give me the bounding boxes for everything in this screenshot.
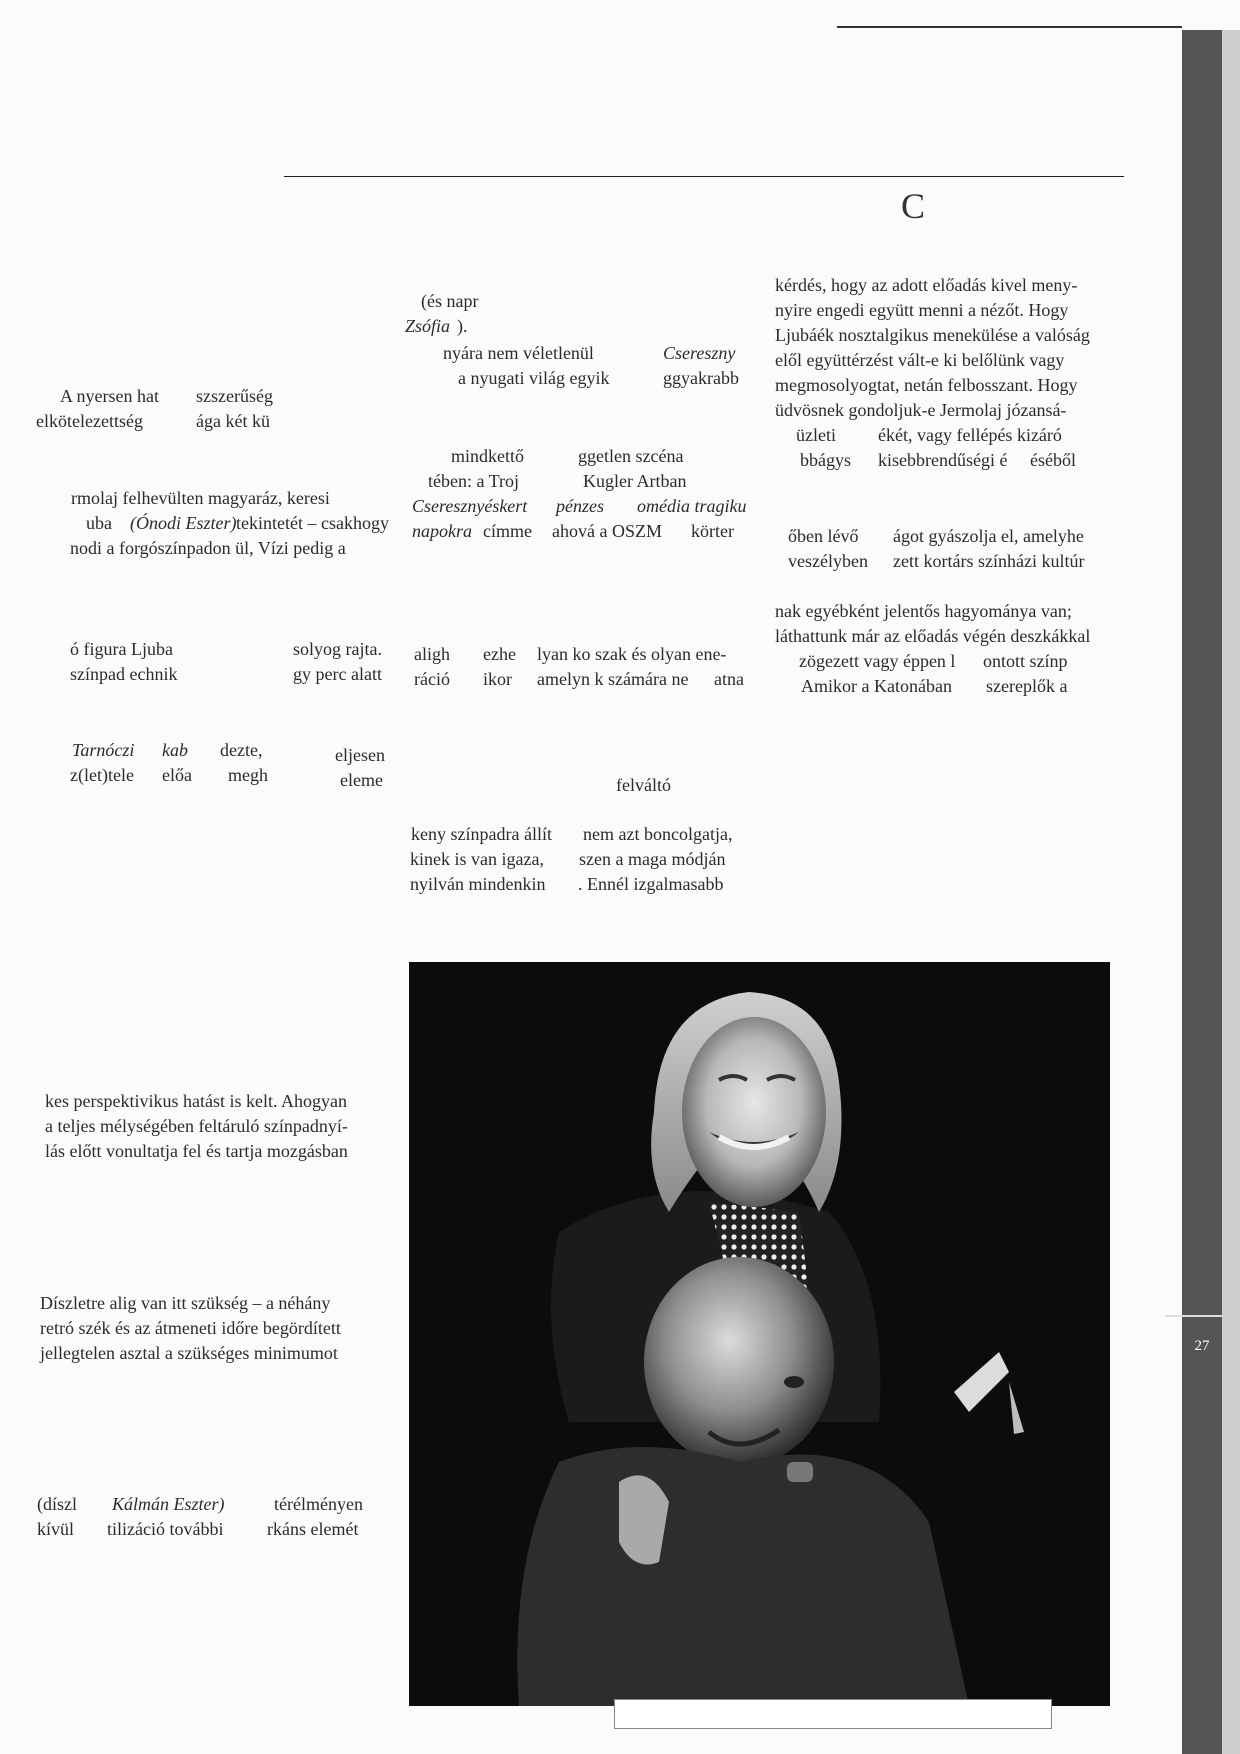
text-fragment: ezhe [483, 644, 516, 664]
text-fragment: a nyugati világ egyik [458, 368, 610, 388]
photo-caption-box [614, 1699, 1052, 1729]
text-fragment: tilizáció további [107, 1519, 224, 1539]
top-rule [837, 26, 1182, 28]
page-number: 27 [1194, 1338, 1210, 1354]
text-fragment: előa [162, 765, 192, 785]
text-fragment: ráció [414, 669, 450, 689]
text-fragment: felváltó [616, 775, 671, 795]
text-fragment: ). [457, 316, 468, 336]
text-fragment: Díszletre alig van itt szükség – a néhány [40, 1293, 331, 1313]
text-fragment: mindkettő [451, 446, 524, 466]
text-fragment: atna [714, 669, 744, 689]
text-fragment: tében: a Troj [428, 471, 520, 491]
text-fragment: Cseresznyéskert [412, 496, 528, 516]
text-fragment: ékét, vagy fellépés kizáró [878, 425, 1062, 445]
text-fragment: rkáns elemét [267, 1519, 359, 1539]
text-fragment: kes perspektivikus hatást is kelt. Ahogyan [45, 1091, 347, 1111]
text-fragment: ggetlen szcéna [578, 446, 684, 466]
text-fragment: retró szék és az átmeneti időre begördített [40, 1318, 341, 1338]
text-fragment: (és napr [421, 291, 479, 311]
header-rule [284, 176, 1124, 177]
text-fragment: címme [483, 521, 532, 541]
text-fragment: ontott színp [983, 651, 1068, 671]
text-fragment: tekintetét – csakhogy [236, 513, 389, 533]
text-fragment: aligh [414, 644, 450, 664]
text-fragment: gy perc alatt [293, 664, 382, 684]
initial-letter: C [901, 186, 926, 226]
text-fragment: napokra [412, 521, 472, 541]
text-fragment: szszerűség [196, 386, 273, 406]
text-fragment: . Ennél izgalmasabb [578, 874, 724, 894]
text-fragment: ikor [483, 669, 512, 689]
text-fragment: kisebbrendűségi é [878, 450, 1008, 470]
text-fragment: jellegtelen asztal a szükséges minimumot [40, 1343, 338, 1363]
text-fragment: kérdés, hogy az adott előadás kivel meny- [775, 275, 1078, 295]
text-fragment: lyan ko szak és olyan ene- [537, 644, 727, 664]
text-fragment: ggyakrabb [663, 368, 739, 388]
page-number-rule [1165, 1315, 1222, 1317]
text-fragment: zögezett vagy éppen l [799, 651, 956, 671]
text-fragment: Kugler Artban [583, 471, 687, 491]
text-fragment: térélményen [274, 1494, 363, 1514]
text-fragment: Kálmán Eszter) [112, 1494, 225, 1514]
text-fragment: éséből [1030, 450, 1076, 470]
text-fragment: nodi a forgószínpadon ül, Vízi pedig a [70, 538, 346, 558]
text-fragment: lás előtt vonultatja fel és tartja mozgásban [45, 1141, 348, 1161]
text-fragment: bbágys [800, 450, 851, 470]
text-fragment: nyilván mindenkin [410, 874, 546, 894]
text-fragment: kívül [37, 1519, 75, 1539]
text-fragment: (Ónodi Eszter) [130, 513, 237, 533]
text-fragment: zett kortárs színházi kultúr [893, 551, 1085, 571]
text-fragment: őben lévő [788, 526, 859, 546]
text-fragment: (díszl [37, 1494, 77, 1514]
text-fragment: ágot gyászolja el, amelyhe [893, 526, 1084, 546]
text-fragment: pénzes [556, 496, 604, 516]
text-fragment: Ljubáék nosztalgikus menekülése a valóság [775, 325, 1090, 345]
theatre-photo-icon [409, 962, 1110, 1706]
text-fragment: ága két kü [196, 411, 270, 431]
text-fragment: elől együttérzést vált-e ki belőlünk vagy [775, 350, 1065, 370]
text-fragment: Csereszny [663, 343, 736, 363]
text-fragment: eljesen [335, 745, 385, 765]
text-fragment: amelyn k számára ne [537, 669, 689, 689]
text-fragment: ahová a OSZM [552, 521, 662, 541]
text-fragment: z(let)tele [70, 765, 134, 785]
page-edge-strip [1222, 30, 1240, 1754]
text-fragment: kab [162, 740, 188, 760]
text-fragment: dezte, [220, 740, 263, 760]
text-fragment: nak egyébként jelentős hagyománya van; [775, 601, 1072, 621]
text-fragment: megh [228, 765, 268, 785]
text-fragment: szen a maga módján [579, 849, 726, 869]
text-fragment: szereplők a [986, 676, 1068, 696]
theatre-photo [409, 962, 1110, 1706]
text-fragment: Zsófia [405, 316, 451, 336]
text-fragment: elkötelezettség [36, 411, 143, 431]
text-fragment: keny színpadra állít [411, 824, 552, 844]
text-fragment: körter [691, 521, 734, 541]
text-fragment: nyára nem véletlenül [443, 343, 594, 363]
text-fragment: eleme [340, 770, 383, 790]
text-fragment: rmolaj felhevülten magyaráz, keresi [71, 488, 330, 508]
text-fragment: solyog rajta. [293, 639, 382, 659]
text-fragment: uba [86, 513, 112, 533]
text-fragment: megmosolyogtat, netán felbosszant. Hogy [775, 375, 1078, 395]
page-edge-band [1182, 30, 1222, 1754]
text-fragment: nem azt boncolgatja, [583, 824, 733, 844]
text-fragment: színpad echnik [70, 664, 178, 684]
text-fragment: üzleti [796, 425, 836, 445]
text-fragment: láthattunk már az előadás végén deszkákkal [775, 626, 1091, 646]
text-fragment: ó figura Ljuba [70, 639, 173, 659]
text-fragment: kinek is van igaza, [410, 849, 544, 869]
text-fragment: omédia tragiku [637, 496, 747, 516]
text-fragment: A nyersen hat [60, 386, 159, 406]
text-fragment: Amikor a Katonában [801, 676, 952, 696]
text-fragment: nyire engedi együtt menni a nézőt. Hogy [775, 300, 1069, 320]
text-fragment: üdvösnek gondoljuk-e Jermolaj józansá- [775, 400, 1067, 420]
text-fragment: veszélyben [788, 551, 868, 571]
text-fragment: Tarnóczi [72, 740, 135, 760]
text-fragment: a teljes mélységében feltáruló színpadnyí- [45, 1116, 348, 1136]
